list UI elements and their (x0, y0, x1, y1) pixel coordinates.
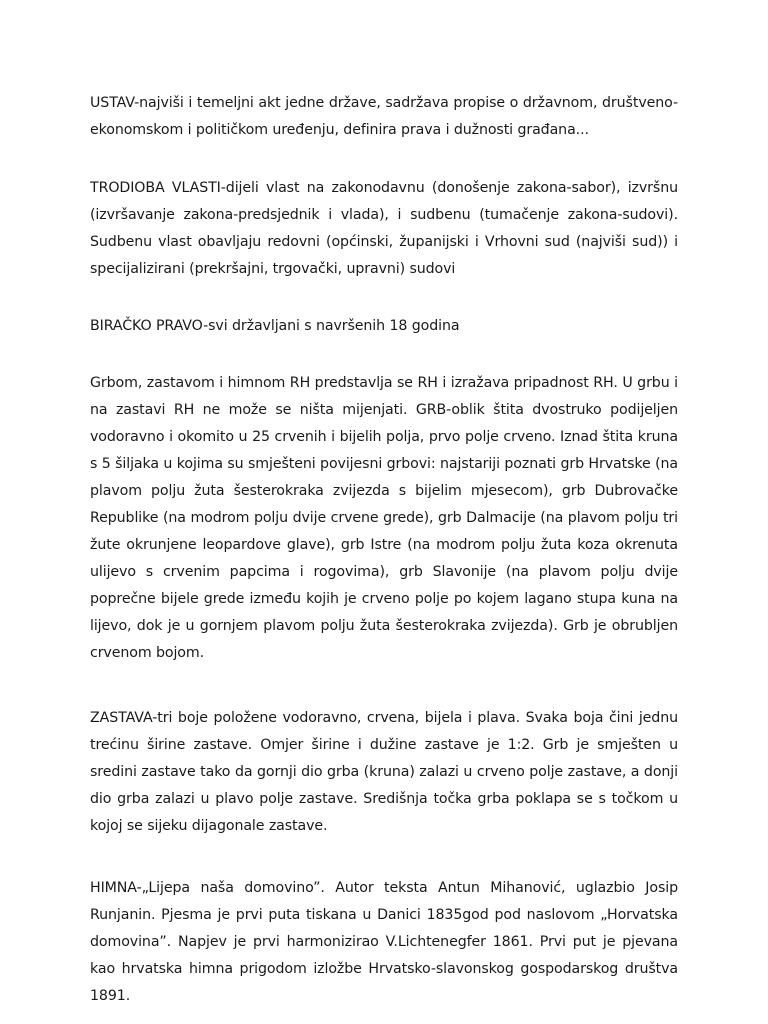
paragraph-trodioba-vlasti: TRODIOBA VLASTI-dijeli vlast na zakonodavnu (donošenje zakona-sabor), izvršnu (izvršavanje zakona-predsjednik i vlada), i sudbenu (tumačenje zakona-sudovi). Sudbenu vlast obavljaju redovni (općinski, županijski i Vrhovni sud (najviši sud)) i specijalizirani (prekršajni, trgovački, upravni) sudovi (90, 180, 678, 277)
paragraph-ustav: USTAV-najviši i temeljni akt jedne države, sadržava propise o državnom, društveno-ekonomskom i političkom uređenju, definira prava i dužnosti građana... (90, 95, 678, 138)
paragraph-grb: Grbom, zastavom i himnom RH predstavlja se RH i izražava pripadnost RH. U grbu i na zastavi RH ne može se ništa mijenjati. GRB-oblik štita dvostruko podijeljen vodoravno i okomito u 25 crvenih i bijelih polja, prvo polje crveno. Iznad štita kruna s 5 šiljaka u kojima su smješteni povijesni grbovi: najstariji poznati grb Hrvatske (na plavom polju žuta šesterokraka zvijezda s bijelim mjesecom), grb Dubrovačke Republike (na modrom polju dvije crvene grede), grb Dalmacije (na plavom polju tri žute okrunjene leopardove glave), grb Istre (na modrom polju žuta koza okrenuta ulijevo s crvenim papcima i rogovima), grb Slavonije (na plavom polju dvije poprečne bijele grede između kojih je crveno polje po kojem lagano stupa kuna na lijevo, dok je u gornjem plavom polju žuta šesterokraka zvijezda). Grb je obrubljen crvenom bojom. (90, 375, 678, 661)
paragraph-himna: HIMNA-„Lijepa naša domovino”. Autor teksta Antun Mihanović, uglazbio Josip Runjanin. Pjesma je prvi puta tiskana u Danici 1835god pod naslovom „Horvatska domovina”. Napjev je prvi harmonizirao V.Lichtenegfer 1861. Prvi put je pjevana kao hrvatska himna prigodom izložbe Hrvatsko-slavonskog gospodarskog društva 1891. (90, 880, 678, 1004)
paragraph-biracko-pravo: BIRAČKO PRAVO-svi državljani s navršenih 18 godina (90, 318, 460, 334)
paragraph-zastava: ZASTAVA-tri boje položene vodoravno, crvena, bijela i plava. Svaka boja čini jednu trećinu širine zastave. Omjer širine i dužine zastave je 1:2. Grb je smješten u sredini zastave tako da gornji dio grba (kruna) zalazi u crveno polje zastave, a donji dio grba zalazi u plavo polje zastave. Središnja točka grba poklapa se s točkom u kojoj se sijeku dijagonale zastave. (90, 710, 678, 834)
